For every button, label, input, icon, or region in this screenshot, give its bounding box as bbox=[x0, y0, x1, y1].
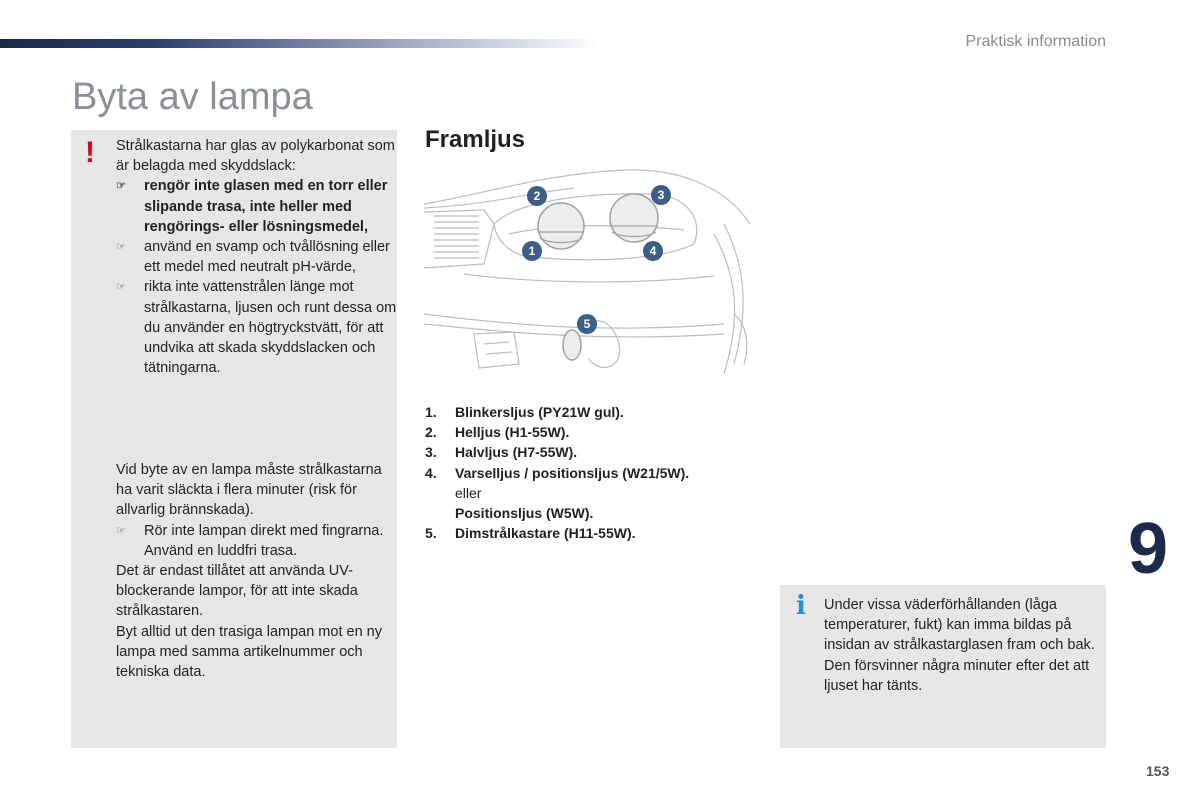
callout-label: 1 bbox=[528, 244, 536, 258]
warning-bullet bbox=[116, 237, 401, 277]
callout-label: 5 bbox=[583, 317, 591, 331]
list-item-text: Varselljus / positionsljus (W21/5W). bbox=[455, 464, 690, 481]
section-heading-framljus: Framljus bbox=[425, 126, 526, 153]
warning-box bbox=[71, 130, 397, 748]
warning-text-block bbox=[116, 136, 401, 378]
warning-bullet-text: rengör inte glasen med en torr eller slipande trasa, inte heller med rengörings- eller lösningsmedel, bbox=[144, 178, 388, 235]
list-item-number: 1. bbox=[425, 404, 437, 420]
list-item bbox=[425, 422, 765, 442]
warning-paragraph: Det är endast tillåtet att använda UV-blockerande lampor, för att inte skada strålkastaren. bbox=[116, 563, 358, 620]
list-item bbox=[425, 523, 765, 543]
warning-bullet bbox=[116, 277, 401, 378]
list-item-text: Dimstrålkastare (H11-55W). bbox=[455, 525, 636, 542]
headlamp-illustration bbox=[424, 164, 750, 382]
page-number: 153 bbox=[1146, 763, 1170, 779]
list-item-number: 5. bbox=[425, 525, 437, 542]
warning-text-block-2 bbox=[116, 460, 401, 682]
info-icon: i bbox=[796, 591, 806, 621]
callout-label: 4 bbox=[649, 244, 657, 258]
list-item-number: 2. bbox=[425, 424, 437, 441]
pointing-hand-icon: ☞ bbox=[116, 241, 126, 254]
lamp-list bbox=[425, 402, 765, 543]
page-title: Byta av lampa bbox=[72, 76, 313, 118]
header-gradient-bar bbox=[0, 39, 600, 48]
list-item-text: Halvljus (H7-55W). bbox=[455, 444, 578, 461]
list-item-or: eller bbox=[455, 484, 482, 501]
warning-paragraph: Vid byte av en lampa måste strålkastarna ha varit släckta i flera minuter (risk för allvarlig brännskada). bbox=[116, 462, 382, 519]
warning-bullet-text: Rör inte lampan direkt med fingrarna. Använd en luddfri trasa. bbox=[144, 522, 384, 559]
list-item-number: 3. bbox=[425, 444, 437, 461]
warning-intro: Strålkastarna har glas av polykarbonat som är belagda med skyddslack: bbox=[116, 138, 395, 175]
warning-paragraph: Byt alltid ut den trasiga lampan mot en ny lampa med samma artikelnummer och tekniska data. bbox=[116, 623, 382, 681]
list-item bbox=[425, 442, 765, 462]
callout-label: 3 bbox=[657, 188, 665, 202]
pointing-hand-icon: ☞ bbox=[116, 281, 126, 294]
list-item bbox=[425, 463, 765, 524]
info-text: Under vissa väderförhållanden (låga temperaturer, fukt) kan imma bildas på insidan av strålkastarglasen fram och bak. Den försvinner några minuter efter det att ljuset har tänts. bbox=[824, 597, 1095, 694]
list-item-number: 4. bbox=[425, 464, 437, 481]
list-item-alt: Positionsljus (W5W). bbox=[455, 505, 594, 522]
pointing-hand-icon: ☞ bbox=[116, 180, 126, 193]
info-box bbox=[780, 585, 1106, 748]
warning-bullet bbox=[116, 521, 401, 561]
warning-bullet-text: rikta inte vattenstrålen länge mot strålkastarna, ljusen och runt dessa om du använder en högtryckstvätt, för att undvika att skada skyddslacken och tätningarna. bbox=[144, 279, 397, 377]
warning-bullet-text: använd en svamp och tvållösning eller ett medel med neutralt pH-värde, bbox=[144, 239, 390, 276]
exclamation-icon: ! bbox=[85, 136, 95, 169]
callout-label: 2 bbox=[533, 189, 541, 203]
list-item-text: Blinkersljus (PY21W gul). bbox=[455, 404, 624, 420]
pointing-hand-icon: ☞ bbox=[116, 524, 126, 537]
list-item-text: Helljus (H1-55W). bbox=[455, 424, 570, 441]
section-header: Praktisk information bbox=[965, 33, 1106, 50]
list-item bbox=[425, 402, 765, 422]
chapter-number: 9 bbox=[1128, 509, 1169, 589]
warning-bullet bbox=[116, 176, 401, 237]
